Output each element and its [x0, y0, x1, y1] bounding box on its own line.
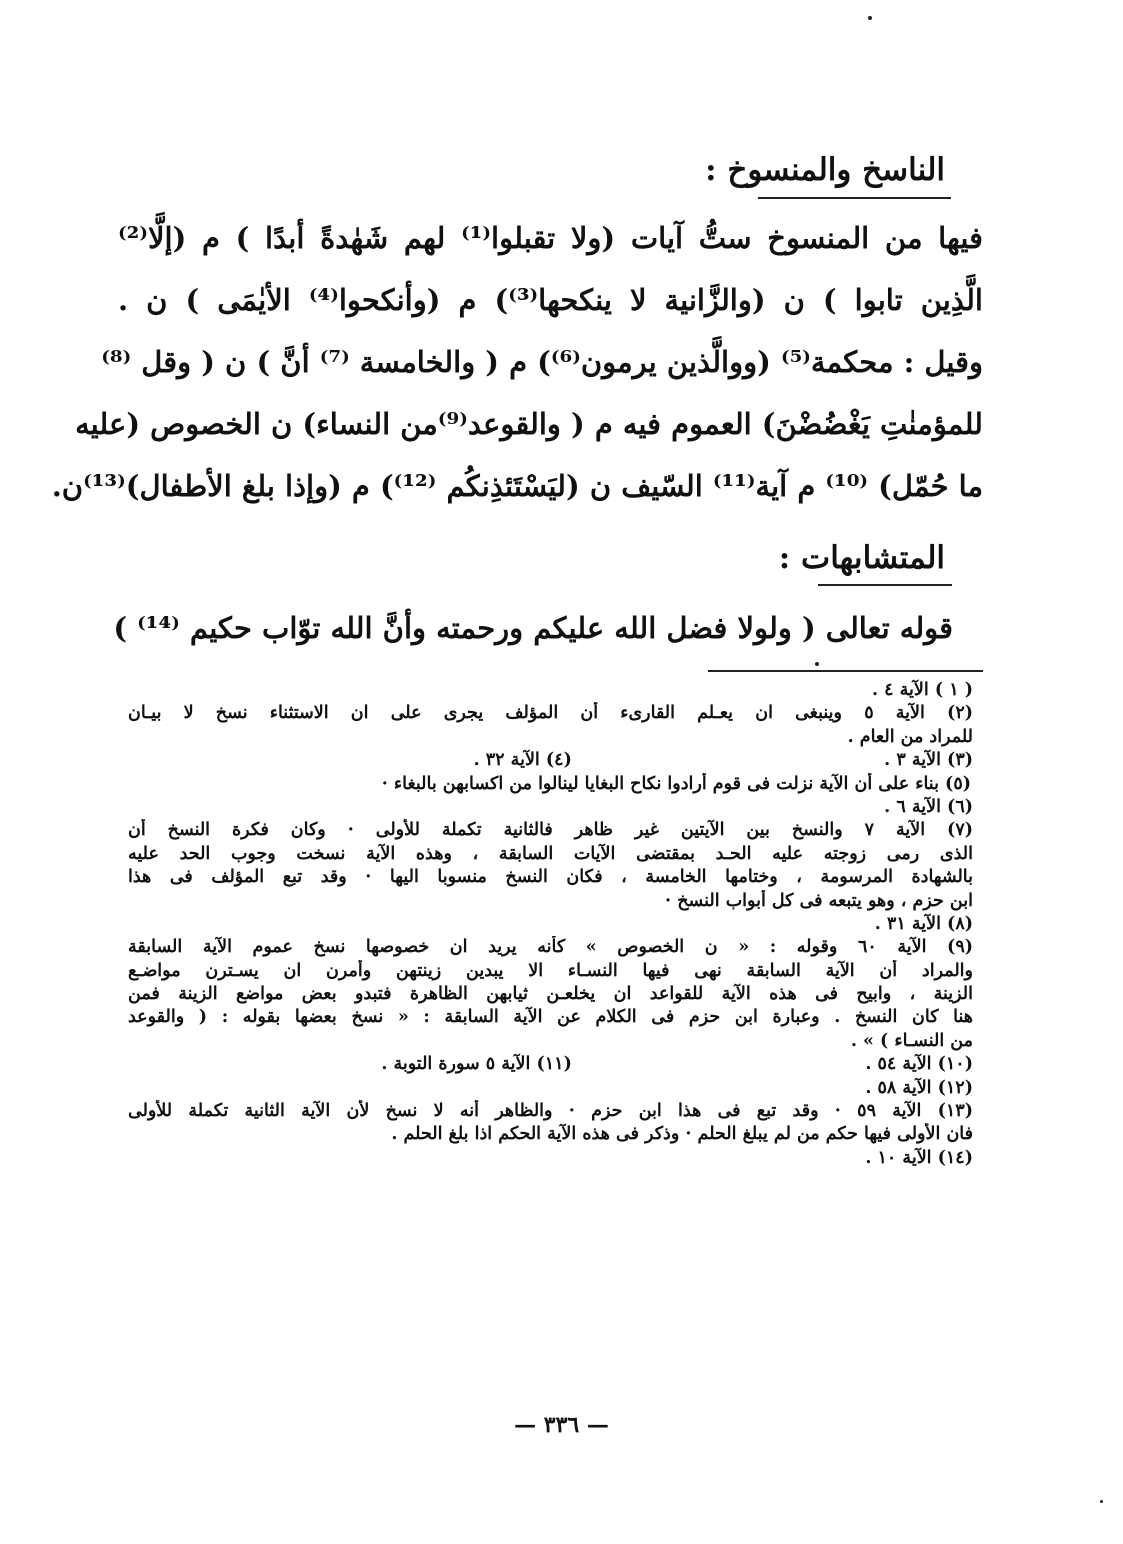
- footnote-item: (١١) الآية ٥ سورة التوبة .: [381, 1054, 572, 1075]
- footnote-line: الزينة ، وابيح فى هذه الآية للقواعد ان يخلعـن ثيابهن الظاهرة فتبدو بعض مواضع الزينة فمن: [128, 984, 973, 1005]
- main-text-line: وقيل : محكمة⁽⁵⁾ (ووالَّذين يرمون⁽⁶⁾) م ( والخامسة ⁽⁷⁾ أنَّ ) ن ( وقل ⁽⁸⁾: [101, 345, 983, 379]
- footnote-line: (١٣) الآية ٥٩ · وقد تبع فى هذا ابن حزم · والظاهر أنه لا نسخ لأن الآية الثانية تكملة للأولى: [128, 1101, 973, 1122]
- footnote-line: ( ١ ) الآية ٤ .: [871, 680, 973, 700]
- footnote-line: (١٢) الآية ٥٨ .: [865, 1077, 973, 1098]
- footnote-line: للمراد من العام .: [847, 726, 973, 747]
- footnote-line: من النسـاء ) » .: [850, 1030, 973, 1051]
- scan-speck: [868, 16, 872, 20]
- main-text-line: للمؤمنٰتِ يَغْضُضْنَ) العموم فيه م ( والقوعد⁽⁹⁾من النساء) ن الخصوص (عليه: [75, 407, 983, 441]
- footnote-line: الذى رمى زوجته عليه الحـد بمقتضى الآيات السابقة ، وهذه الآية نسخت وجوب الحد عليه: [128, 843, 973, 864]
- heading-underline: [758, 197, 951, 199]
- main-text: [51, 207, 984, 517]
- footnote-line: (٧) الآية ٧ والنسخ بين الآيتين غير ظاهر فالثانية تكملة للأولى · وكان فكرة النسخ أن: [128, 820, 973, 841]
- main-text-line: ما حُمّل) ⁽¹⁰⁾ م آية⁽¹¹⁾ السّيف ن (ليَسْتَئذِنكُم ⁽¹²⁾) م (وإذا بلغ الأطفال)⁽¹³⁾ن.: [51, 469, 983, 503]
- footnote-line: والمراد أن الآية السابقة نهى فيها النسـاء الا يبدين زينتهن وأمرن ان يسـترن مواضـع: [128, 960, 973, 981]
- footnote-line: (٥) بناء على أن الآية نزلت فى قوم أرادوا نكاح البغايا لينالوا من اكسابهن بالبغاء ·: [381, 773, 971, 794]
- footnote-line: (٢) الآية ٥ وينبغى ان يعـلم القارىء أن المؤلف يجرى على ان الاستثناء نسخ لا بيـان: [128, 703, 973, 724]
- main-text-line: الَّذِين تابوا ) ن (والزَّانية لا ينكحها⁽³⁾) م (وأنكحوا⁽⁴⁾ الأيٰمَى ) ن .: [118, 283, 983, 317]
- footnote-line: (٨) الآية ٣١ .: [874, 913, 973, 934]
- footnote-line: (٩) الآية ٦٠ وقوله : « ن الخصوص » كأنه يريد ان خصوصها نسخ عموم الآية السابقة: [128, 937, 973, 958]
- scan-speck: [815, 662, 819, 666]
- footnote-line: (١٤) الآية ١٠ .: [865, 1147, 973, 1168]
- footnote-separator: [708, 670, 983, 672]
- footnote-line: بالشهادة المرسومة ، وختامها الخامسة ، فكان النسخ منسوبا اليها · وقد تبع المؤلف فى هذا: [128, 867, 973, 888]
- footnote-line: ابن حزم ، وهو يتبعه فى كل أبواب النسخ ·: [665, 890, 973, 911]
- footnote-line: فان الأولى فيها حكم من لم يبلغ الحلم · وذكر فى هذه الآية الحكم اذا بلغ الحلم .: [391, 1124, 973, 1145]
- footnote-line: [128, 749, 973, 772]
- page-number: — ٣٣٦ —: [514, 1412, 609, 1438]
- footnote-line: [128, 1053, 973, 1076]
- footnote-line: هنا كان النسخ . وعبارة ابن حزم فى الكلام عن الآية السابقة : « نسخ بعضها بقوله : ( والقوعد: [128, 1007, 973, 1028]
- footnote-item: (٤) الآية ٣٢ .: [473, 750, 572, 771]
- footnote-line: (٦) الآية ٦ .: [884, 796, 973, 817]
- footnote-item: (٣) الآية ٣ .: [884, 750, 973, 771]
- footnote-item: (١٠) الآية ٥٤ .: [865, 1054, 973, 1075]
- main-text-line: فيها من المنسوخ ستُّ آيات (ولا تقبلوا⁽¹⁾ لهم شَهٰدةً أبدًا ) م (إلَّا⁽²⁾: [118, 221, 984, 255]
- scan-speck: [1100, 1500, 1103, 1503]
- section-heading-similarities: المتشابهات :: [778, 540, 945, 576]
- footnotes: [128, 679, 973, 1170]
- verse-line: قوله تعالى ( ولولا فضل الله عليكم ورحمته وأنَّ الله توّاب حكيم ⁽¹⁴⁾ ): [113, 611, 953, 645]
- section-heading-abrogation: الناسخ والمنسوخ :: [705, 152, 945, 188]
- heading-underline: [818, 584, 952, 586]
